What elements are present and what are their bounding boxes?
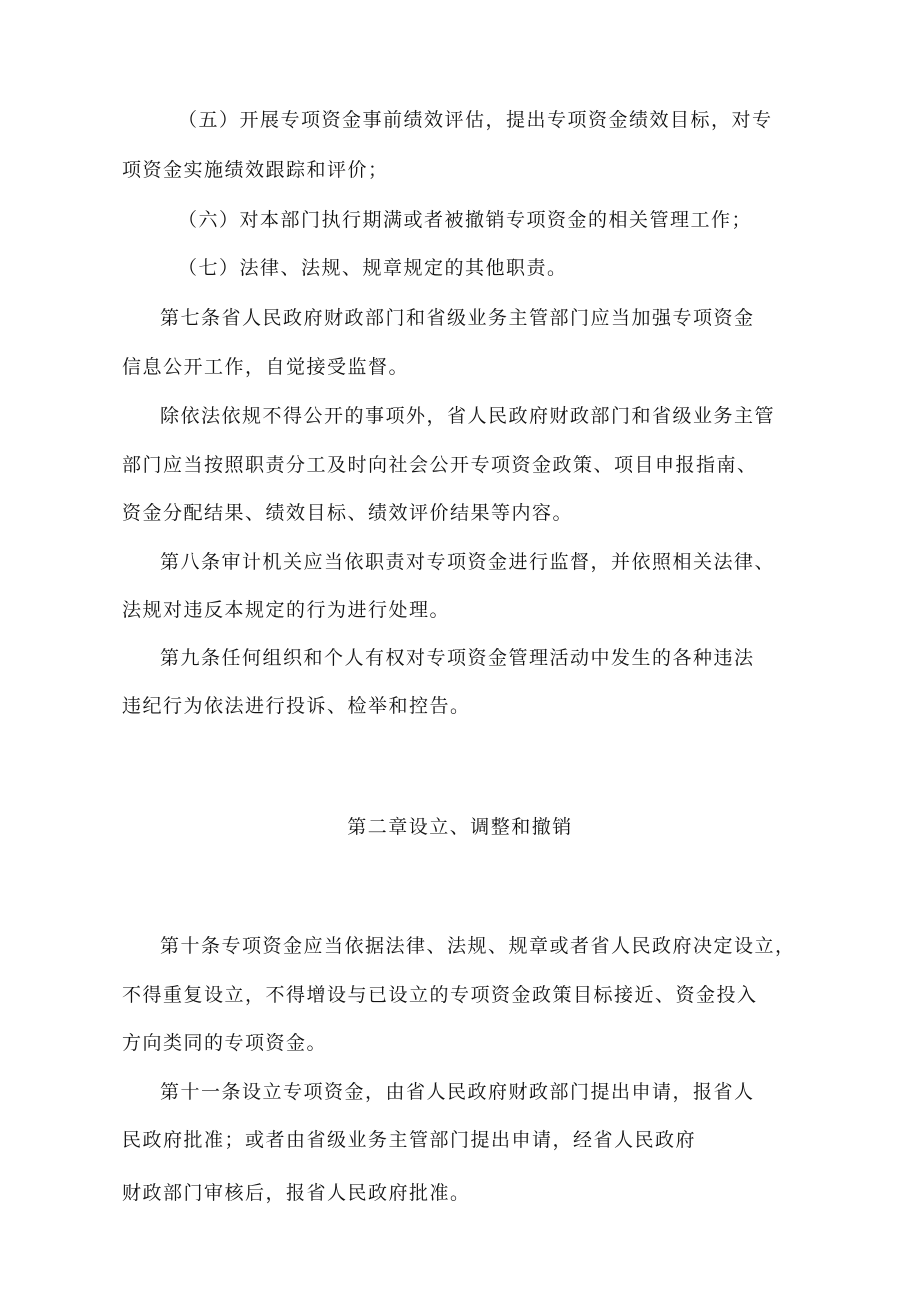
paragraph-line: 部门应当按照职责分工及时向社会公开专项资金政策、项目申报指南、 (122, 454, 758, 476)
paragraph-line: 第七条省人民政府财政部门和省级业务主管部门应当加强专项资金 (160, 307, 755, 329)
paragraph-line: 第九条任何组织和个人有权对专项资金管理活动中发生的各种违法 (160, 647, 755, 669)
paragraph-line: 法规对违反本规定的行为进行处理。 (122, 599, 451, 621)
paragraph-line: 第十条专项资金应当依据法律、法规、规章或者省人民政府决定设立， (160, 935, 796, 957)
paragraph-line: 民政府批准；或者由省级业务主管部门提出申请，经省人民政府 (122, 1129, 697, 1151)
paragraph-line: （六）对本部门执行期满或者被撤销专项资金的相关管理工作； (178, 209, 753, 231)
paragraph-line: 资金分配结果、绩效目标、绩效评价结果等内容。 (122, 502, 574, 524)
paragraph-line: 违纪行为依法进行投诉、检举和控告。 (122, 695, 471, 717)
paragraph-line: 第八条审计机关应当依职责对专项资金进行监督，并依照相关法律、 (160, 551, 776, 573)
paragraph-line: 信息公开工作，自觉接受监督。 (122, 356, 410, 378)
paragraph-line: 方向类同的专项资金。 (122, 1032, 328, 1054)
chapter-heading: 第二章设立、调整和撤销 (347, 816, 573, 838)
paragraph-line: （七）法律、法规、规章规定的其他职责。 (178, 257, 568, 279)
paragraph-line: 第十一条设立专项资金，由省人民政府财政部门提出申请，报省人 (160, 1081, 755, 1103)
paragraph-line: 除依法依规不得公开的事项外，省人民政府财政部门和省级业务主管 (160, 405, 776, 427)
paragraph-line: 不得重复设立，不得增设与已设立的专项资金政策目标接近、资金投入 (122, 984, 758, 1006)
paragraph-line: 项资金实施绩效跟踪和评价； (122, 159, 389, 181)
paragraph-line: 财政部门审核后，报省人民政府批准。 (122, 1182, 471, 1204)
paragraph-line: （五）开展专项资金事前绩效评估，提出专项资金绩效目标，对专 (178, 109, 773, 131)
